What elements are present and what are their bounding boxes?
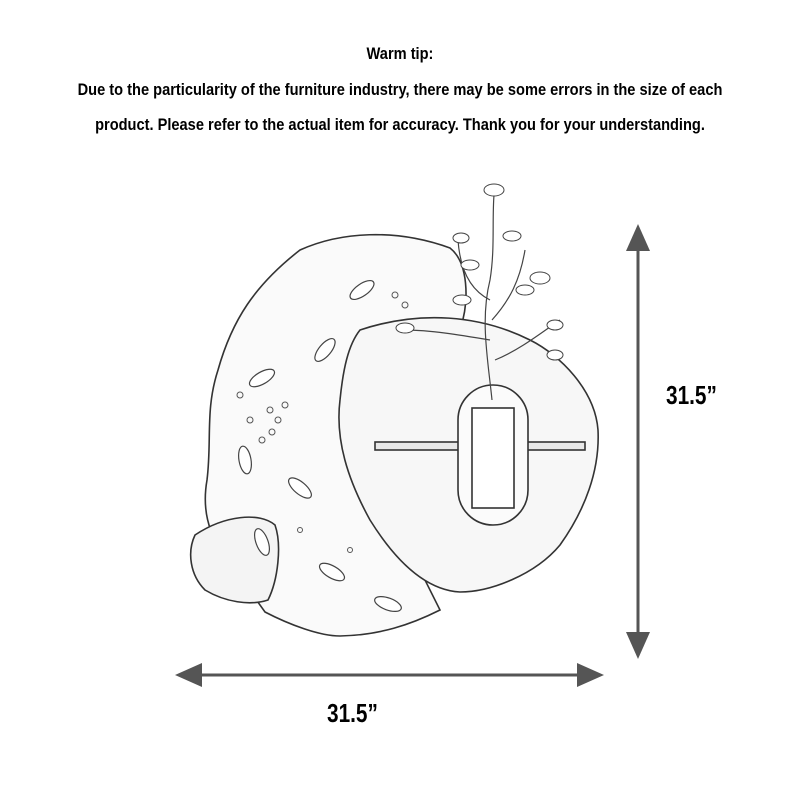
width-label: 31.5” — [327, 698, 378, 728]
height-label: 31.5” — [666, 380, 717, 410]
notice-title: Warm tip: — [366, 44, 434, 63]
vase — [458, 385, 528, 525]
notice-line-1: Due to the particularity of the furniture industry, there may be some errors in the size of each — [77, 80, 723, 99]
notice-line-2: product. Please refer to the actual item for accuracy. Thank you for your understanding. — [95, 115, 705, 134]
small-stone — [191, 517, 279, 603]
